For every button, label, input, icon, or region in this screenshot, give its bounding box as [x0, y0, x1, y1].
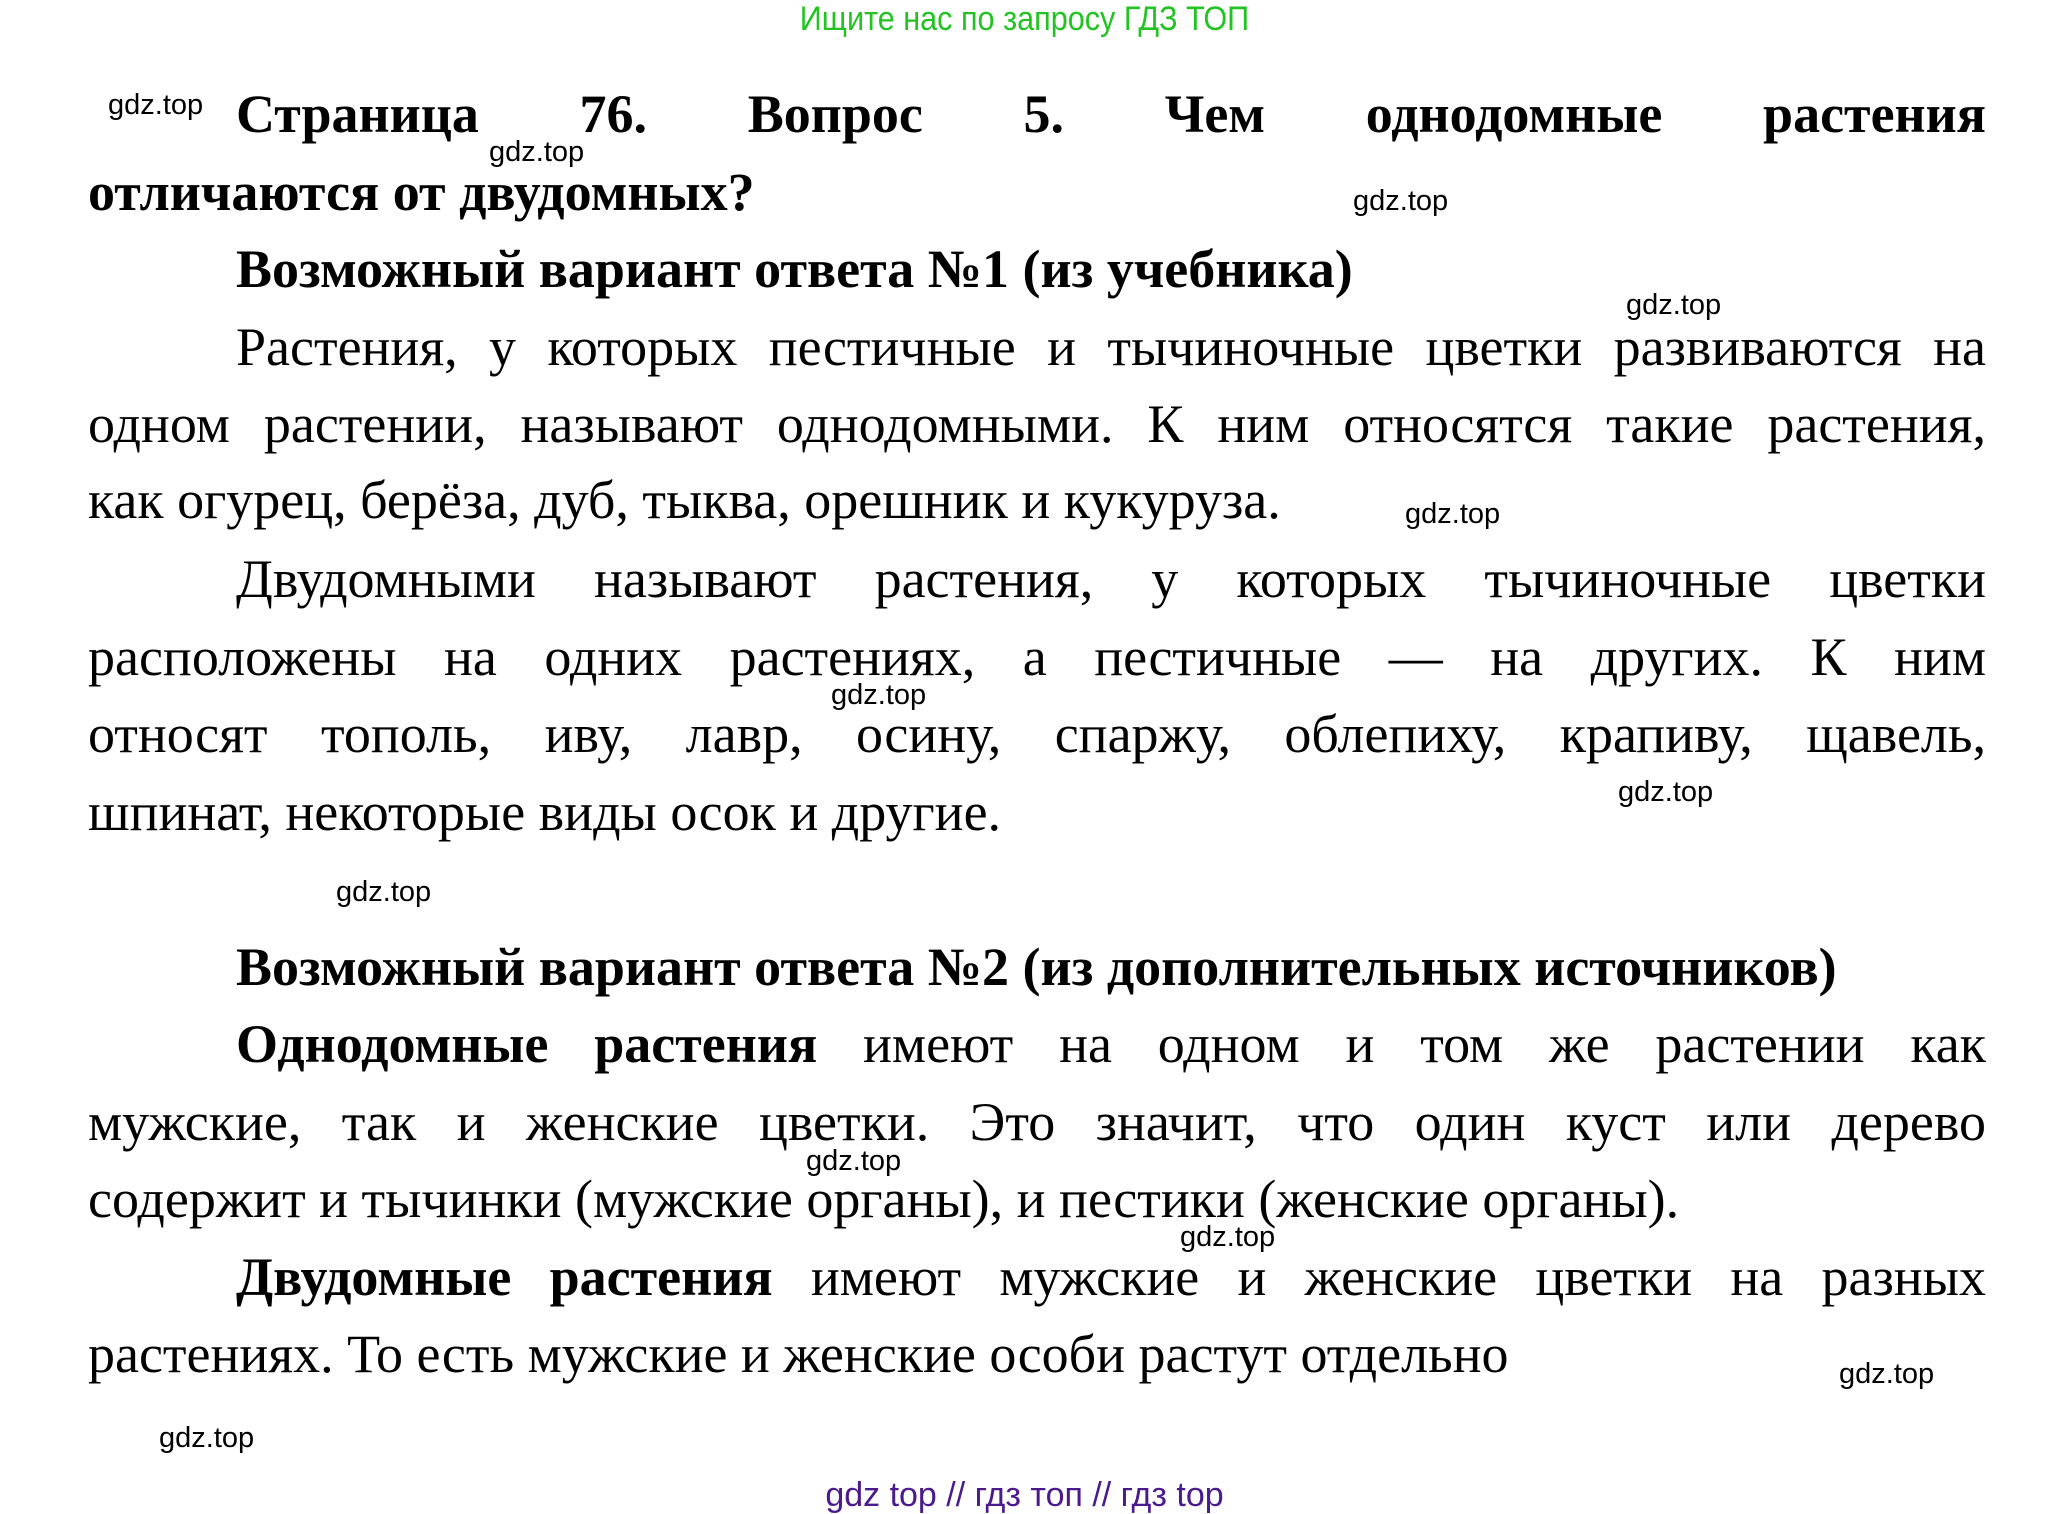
answer-2-text: имеют на одном и том же растении как: [863, 1014, 1986, 1074]
watermark: gdz.top: [1353, 185, 1449, 217]
watermark: gdz.top: [1839, 1358, 1935, 1390]
watermark: gdz.top: [1618, 776, 1714, 808]
watermark: gdz.top: [806, 1145, 902, 1177]
watermark: gdz.top: [336, 876, 432, 908]
answer-2-text-line: [236, 1006, 1986, 1082]
watermark: gdz.top: [108, 89, 204, 121]
question-title-line-1: Страница 76. Вопрос 5. Чем однодомные растения: [236, 84, 1986, 144]
answer-1-heading: Возможный вариант ответа №1 (из учебника): [236, 239, 1353, 299]
answer-1-text-line: расположены на одних растениях, а пестичные — на других. К ним: [88, 627, 1986, 687]
answer-2-heading: Возможный вариант ответа №2 (из дополнительных источников): [236, 937, 1837, 997]
term-dioecious: Двудомные растения: [236, 1247, 773, 1307]
watermark: gdz.top: [1180, 1221, 1276, 1253]
answer-1-text-line: как огурец, берёза, дуб, тыква, орешник и кукуруза.: [88, 470, 1281, 530]
watermark: gdz.top: [489, 136, 585, 168]
answer-1-text-line: относят тополь, иву, лавр, осину, спаржу, облепиху, крапиву, щавель,: [88, 704, 1986, 764]
watermark: gdz.top: [1405, 498, 1501, 530]
answer-2-text-line: мужские, так и женские цветки. Это значит, что один куст или дерево: [88, 1092, 1986, 1152]
answer-2-text-line: [236, 1239, 1986, 1315]
search-banner: Ищите нас по запросу ГДЗ ТОП: [799, 0, 1250, 38]
watermark: gdz.top: [831, 679, 927, 711]
answer-1-text-line: Растения, у которых пестичные и тычиночные цветки развиваются на: [236, 317, 1986, 377]
answer-1-text-line: шпинат, некоторые виды осок и другие.: [88, 782, 1002, 842]
answer-1-text-line: Двудомными называют растения, у которых тычиночные цветки: [236, 549, 1986, 609]
answer-2-text-line: растениях. То есть мужские и женские особи растут отдельно: [88, 1324, 1509, 1384]
answer-2-text-line: содержит и тычинки (мужские органы), и пестики (женские органы).: [88, 1169, 1680, 1229]
answer-1-text-line: одном растении, называют однодомными. К ним относятся такие растения,: [88, 394, 1986, 454]
term-monoecious: Однодомные растения: [236, 1014, 818, 1074]
watermark: gdz.top: [159, 1422, 255, 1454]
answer-2-text: имеют мужские и женские цветки на разных: [810, 1247, 1986, 1307]
question-title-line-2: отличаются от двудомных?: [88, 162, 755, 222]
footer-links[interactable]: gdz top // гдз топ // гдз top: [825, 1476, 1224, 1514]
watermark: gdz.top: [1626, 289, 1722, 321]
